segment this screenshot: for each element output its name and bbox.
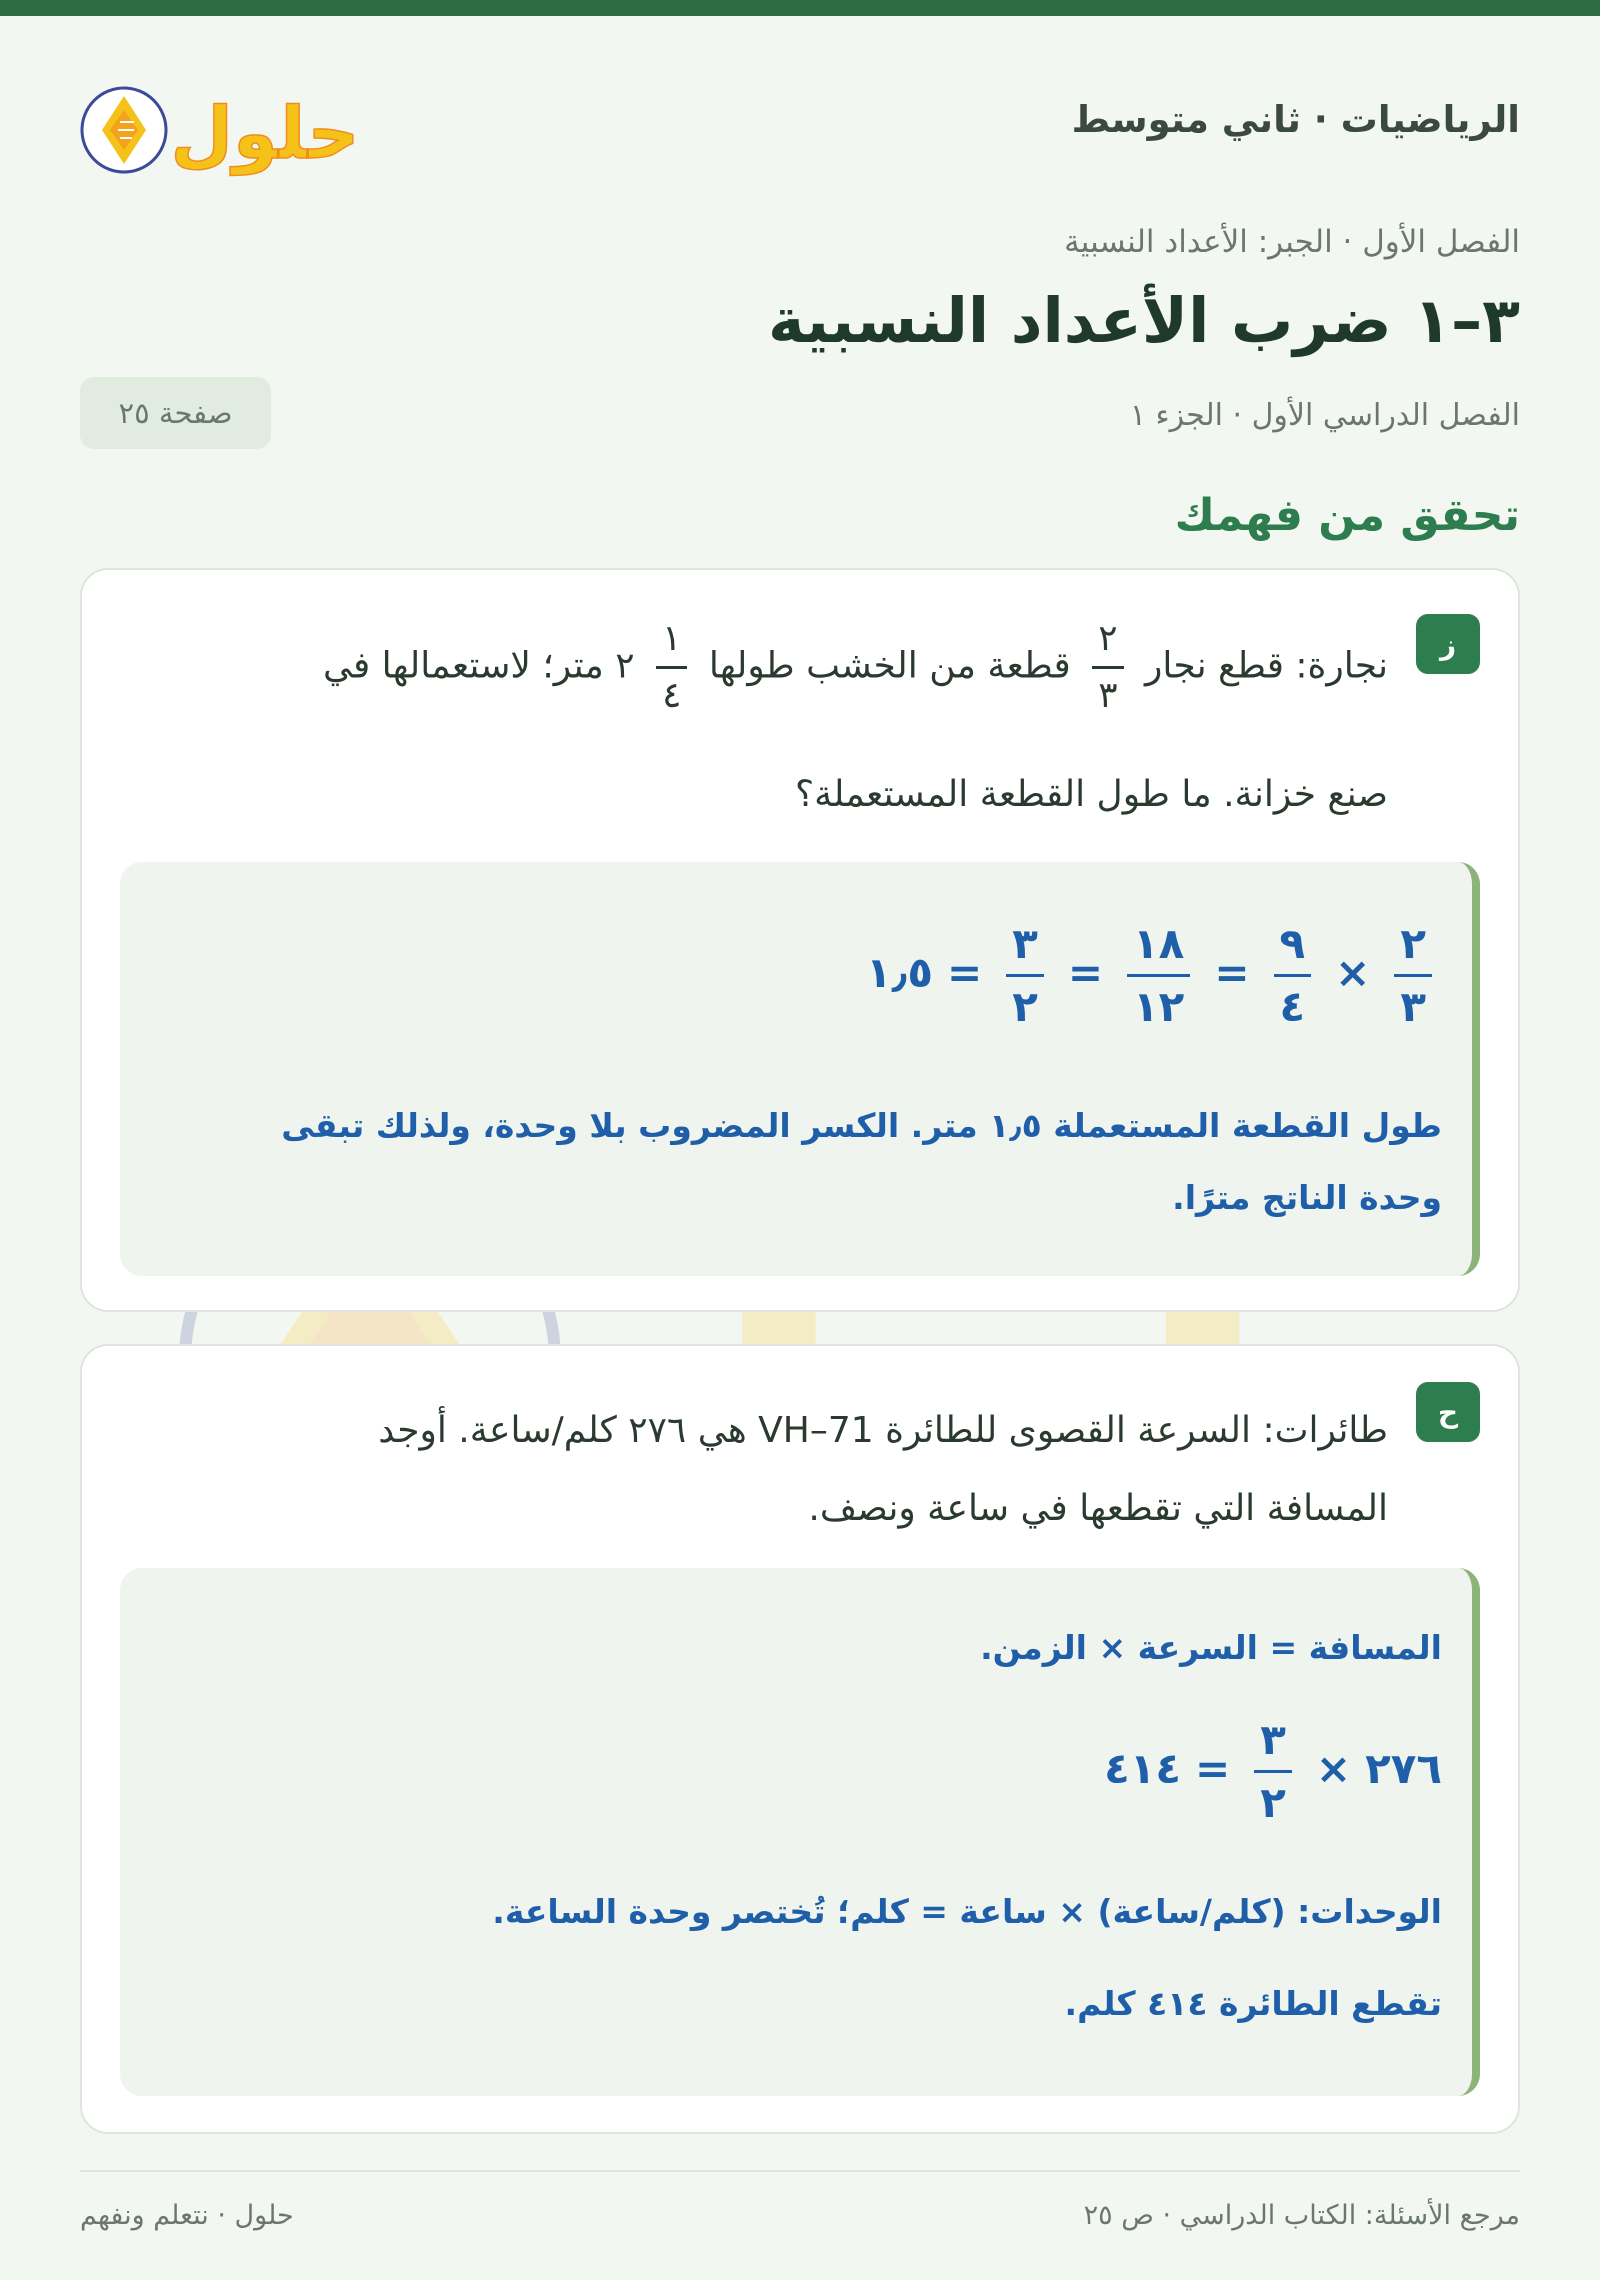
fraction-numerator: ١: [662, 618, 682, 659]
fraction-numerator: ٣: [1260, 1715, 1286, 1764]
fraction-bar: [1274, 974, 1312, 977]
question-badge: ز: [1416, 614, 1480, 674]
logo-text: حلول: [170, 91, 360, 175]
fraction: [1092, 620, 1123, 715]
answer-box: [120, 862, 1480, 1276]
fraction-denominator: ٣: [1400, 982, 1426, 1032]
question-line: طائرات: السرعة القصوى للطائرة VH–71 هي ٢٧٦ كلم/ساعة. أوجد: [378, 1410, 1388, 1451]
question-line: المسافة التي تقطعها في ساعة ونصف.: [808, 1488, 1388, 1529]
breadcrumb: الفصل الأول · الجبر: الأعداد النسبية: [1064, 224, 1520, 260]
fraction: [1274, 919, 1312, 1032]
book-diamond-icon: [82, 88, 166, 172]
footer-reference: مرجع الأسئلة: الكتاب الدراسي · ص ٢٥: [1083, 2200, 1520, 2231]
equation-result: ٤١٤: [1104, 1744, 1182, 1794]
question-text-part: قطعة من الخشب طولها: [708, 645, 1071, 687]
page-title: ٣–١ ضرب الأعداد النسبية: [767, 284, 1520, 357]
fraction-bar: [1092, 666, 1123, 669]
times-operator: ×: [1315, 1744, 1352, 1794]
fraction-denominator: ٢: [1260, 1778, 1286, 1828]
fraction-bar: [1127, 974, 1190, 977]
top-accent-bar: [0, 0, 1600, 16]
mixed-whole: ٢: [615, 645, 635, 687]
term-label: الفصل الدراسي الأول · الجزء ١: [1129, 398, 1520, 433]
section-title: تحقق من فهمك: [1174, 490, 1520, 541]
equation: [1104, 1715, 1442, 1828]
equals-operator: =: [946, 948, 983, 998]
question-text-line2: صنع خزانة. ما طول القطعة المستعملة؟: [795, 774, 1388, 815]
fraction-bar: [1006, 974, 1044, 977]
question-text-part: متر؛ لاستعمالها في: [323, 645, 604, 687]
answer-box: [120, 1568, 1480, 2096]
fraction: [1394, 919, 1432, 1032]
question-card-2: [80, 1344, 1520, 2134]
halool-logo[interactable]: [80, 62, 360, 182]
fraction-denominator: ٣: [1098, 674, 1118, 716]
fraction-numerator: ٢: [1098, 618, 1118, 659]
fraction-bar: [1254, 1770, 1292, 1773]
fraction-denominator: ٤: [1279, 982, 1306, 1032]
mixed-fraction: [656, 620, 687, 715]
fraction-denominator: ١٢: [1133, 982, 1185, 1032]
equation-operand: ٢٧٦: [1365, 1744, 1442, 1794]
answer-line: طول القطعة المستعملة ١٫٥ متر. الكسر المضروب بلا وحدة، ولذلك تبقى: [281, 1106, 1442, 1145]
page-number-badge: صفحة ٢٥: [80, 377, 271, 449]
question-text: [323, 620, 1388, 715]
equals-operator: =: [1067, 948, 1104, 998]
formula-line: المسافة = السرعة × الزمن.: [980, 1628, 1442, 1667]
footer-tagline: حلول · نتعلم ونفهم: [80, 2200, 294, 2231]
answer-line: وحدة الناتج مترًا.: [1172, 1178, 1442, 1217]
units-line: الوحدات: (كلم/ساعة) × ساعة = كلم؛ تُختصر وحدة الساعة.: [492, 1892, 1442, 1931]
answer-explanation: [142, 1090, 1442, 1234]
fraction-numerator: ٣: [1012, 919, 1038, 968]
fraction: [1127, 919, 1190, 1032]
equals-operator: =: [1214, 948, 1250, 998]
conclusion-line: تقطع الطائرة ٤١٤ كلم.: [1064, 1984, 1442, 2023]
times-operator: ×: [1335, 948, 1371, 998]
question-badge: ح: [1416, 1382, 1480, 1442]
equation: [866, 919, 1442, 1032]
fraction-numerator: ٢: [1400, 919, 1426, 968]
fraction-numerator: ٩: [1279, 919, 1306, 968]
page-header: [80, 62, 1520, 182]
fraction-denominator: ٤: [662, 674, 682, 716]
fraction-bar: [1394, 974, 1432, 977]
footer-divider: [80, 2170, 1520, 2172]
subject-label: الرياضيات · ثاني متوسط: [1071, 98, 1520, 141]
fraction: [1254, 1715, 1292, 1828]
question-text: [378, 1392, 1388, 1548]
question-card-1: [80, 568, 1520, 1312]
question-text-part: نجارة: قطع نجار: [1145, 645, 1388, 687]
fraction-denominator: ٢: [1012, 982, 1038, 1032]
fraction-numerator: ١٨: [1133, 919, 1185, 968]
equation-result: ١٫٥: [866, 948, 933, 998]
fraction: [1006, 919, 1044, 1032]
fraction-bar: [656, 666, 687, 669]
equals-operator: =: [1195, 1744, 1231, 1794]
